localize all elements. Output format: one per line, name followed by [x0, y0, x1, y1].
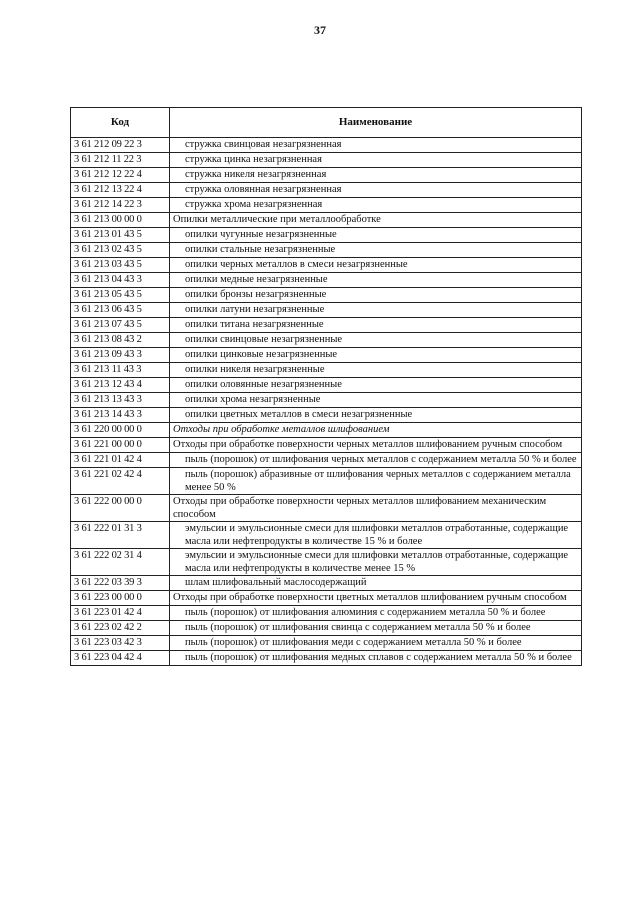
- cell-name: Отходы при обработке металлов шлифованием: [170, 423, 582, 438]
- table-row: [71, 198, 582, 213]
- cell-code: 3 61 221 01 42 4: [71, 453, 170, 468]
- waste-code-table: [70, 107, 582, 666]
- cell-code: 3 61 213 13 43 3: [71, 393, 170, 408]
- cell-code: 3 61 221 00 00 0: [71, 438, 170, 453]
- cell-name: опилки титана незагрязненные: [170, 318, 582, 333]
- cell-name: стружка никеля незагрязненная: [170, 168, 582, 183]
- table-row: [71, 651, 582, 666]
- table-row: [71, 393, 582, 408]
- cell-code: 3 61 213 05 43 5: [71, 288, 170, 303]
- cell-code: 3 61 222 03 39 3: [71, 576, 170, 591]
- table-row: [71, 348, 582, 363]
- cell-code: 3 61 222 02 31 4: [71, 549, 170, 576]
- table-row: [71, 468, 582, 495]
- cell-code: 3 61 213 14 43 3: [71, 408, 170, 423]
- table-row: [71, 378, 582, 393]
- cell-code: 3 61 213 04 43 3: [71, 273, 170, 288]
- cell-code: 3 61 213 07 43 5: [71, 318, 170, 333]
- page-number: 37: [314, 23, 326, 37]
- cell-code: 3 61 223 02 42 2: [71, 621, 170, 636]
- table-row: [71, 606, 582, 621]
- table-row: [71, 213, 582, 228]
- cell-name: опилки хрома незагрязненные: [170, 393, 582, 408]
- cell-name: пыль (порошок) абразивные от шлифования черных металлов с содержанием металла менее 50 %: [170, 468, 582, 495]
- cell-name: Отходы при обработке поверхности цветных металлов шлифованием ручным способом: [170, 591, 582, 606]
- table-header-row: [71, 108, 582, 138]
- cell-name: опилки чугунные незагрязненные: [170, 228, 582, 243]
- cell-name: Отходы при обработке поверхности черных металлов шлифованием ручным способом: [170, 438, 582, 453]
- cell-code: 3 61 213 06 43 5: [71, 303, 170, 318]
- cell-name: опилки черных металлов в смеси незагрязненные: [170, 258, 582, 273]
- table-row: [71, 438, 582, 453]
- table-row: [71, 522, 582, 549]
- cell-code: 3 61 223 04 42 4: [71, 651, 170, 666]
- cell-code: 3 61 212 11 22 3: [71, 153, 170, 168]
- table-row: [71, 183, 582, 198]
- table-row: [71, 138, 582, 153]
- cell-name: опилки цинковые незагрязненные: [170, 348, 582, 363]
- cell-name: опилки свинцовые незагрязненные: [170, 333, 582, 348]
- cell-name: стружка цинка незагрязненная: [170, 153, 582, 168]
- table-row: [71, 168, 582, 183]
- cell-code: 3 61 213 09 43 3: [71, 348, 170, 363]
- cell-code: 3 61 213 01 43 5: [71, 228, 170, 243]
- table-row: [71, 243, 582, 258]
- cell-name: Опилки металлические при металлообработке: [170, 213, 582, 228]
- cell-code: 3 61 223 01 42 4: [71, 606, 170, 621]
- cell-code: 3 61 223 00 00 0: [71, 591, 170, 606]
- cell-code: 3 61 213 00 00 0: [71, 213, 170, 228]
- cell-code: 3 61 212 12 22 4: [71, 168, 170, 183]
- cell-code: 3 61 212 14 22 3: [71, 198, 170, 213]
- cell-code: 3 61 222 01 31 3: [71, 522, 170, 549]
- cell-name: опилки никеля незагрязненные: [170, 363, 582, 378]
- cell-name: пыль (порошок) от шлифования медных сплавов с содержанием металла 50 % и более: [170, 651, 582, 666]
- table-row: [71, 273, 582, 288]
- cell-name: стружка оловянная незагрязненная: [170, 183, 582, 198]
- cell-name: пыль (порошок) от шлифования свинца с содержанием металла 50 % и более: [170, 621, 582, 636]
- table-row: [71, 408, 582, 423]
- table-row: [71, 333, 582, 348]
- cell-name: опилки бронзы незагрязненные: [170, 288, 582, 303]
- table-row: [71, 636, 582, 651]
- cell-code: 3 61 223 03 42 3: [71, 636, 170, 651]
- table-row: [71, 363, 582, 378]
- cell-name: эмульсии и эмульсионные смеси для шлифовки металлов отработанные, содержащие масла или нефтепродукты в количестве 15 % и более: [170, 522, 582, 549]
- column-header-name: Наименование: [170, 108, 582, 138]
- cell-code: 3 61 221 02 42 4: [71, 468, 170, 495]
- cell-name: пыль (порошок) от шлифования меди с содержанием металла 50 % и более: [170, 636, 582, 651]
- cell-code: 3 61 212 13 22 4: [71, 183, 170, 198]
- cell-code: 3 61 213 03 43 5: [71, 258, 170, 273]
- cell-name: опилки латуни незагрязненные: [170, 303, 582, 318]
- cell-code: 3 61 213 08 43 2: [71, 333, 170, 348]
- cell-name: пыль (порошок) от шлифования черных металлов с содержанием металла 50 % и более: [170, 453, 582, 468]
- table-row: [71, 576, 582, 591]
- cell-name: опилки оловянные незагрязненные: [170, 378, 582, 393]
- table-row: [71, 318, 582, 333]
- table-row: [71, 228, 582, 243]
- cell-name: пыль (порошок) от шлифования алюминия с содержанием металла 50 % и более: [170, 606, 582, 621]
- cell-name: Отходы при обработке поверхности черных металлов шлифованием механическим способом: [170, 495, 582, 522]
- cell-name: шлам шлифовальный маслосодержащий: [170, 576, 582, 591]
- cell-code: 3 61 213 12 43 4: [71, 378, 170, 393]
- cell-name: эмульсии и эмульсионные смеси для шлифовки металлов отработанные, содержащие масла или нефтепродукты в количестве менее 15 %: [170, 549, 582, 576]
- table-row: [71, 549, 582, 576]
- table-row: [71, 453, 582, 468]
- cell-name: опилки медные незагрязненные: [170, 273, 582, 288]
- cell-code: 3 61 222 00 00 0: [71, 495, 170, 522]
- table-row: [71, 258, 582, 273]
- table-body: [71, 138, 582, 666]
- table-row: [71, 153, 582, 168]
- cell-name: стружка свинцовая незагрязненная: [170, 138, 582, 153]
- table-row: [71, 591, 582, 606]
- cell-code: 3 61 212 09 22 3: [71, 138, 170, 153]
- cell-name: опилки цветных металлов в смеси незагрязненные: [170, 408, 582, 423]
- table-row: [71, 423, 582, 438]
- cell-code: 3 61 220 00 00 0: [71, 423, 170, 438]
- table-row: [71, 303, 582, 318]
- cell-name: стружка хрома незагрязненная: [170, 198, 582, 213]
- table-row: [71, 288, 582, 303]
- table-row: [71, 495, 582, 522]
- table-row: [71, 621, 582, 636]
- cell-name: опилки стальные незагрязненные: [170, 243, 582, 258]
- column-header-code: Код: [71, 108, 170, 138]
- cell-code: 3 61 213 02 43 5: [71, 243, 170, 258]
- cell-code: 3 61 213 11 43 3: [71, 363, 170, 378]
